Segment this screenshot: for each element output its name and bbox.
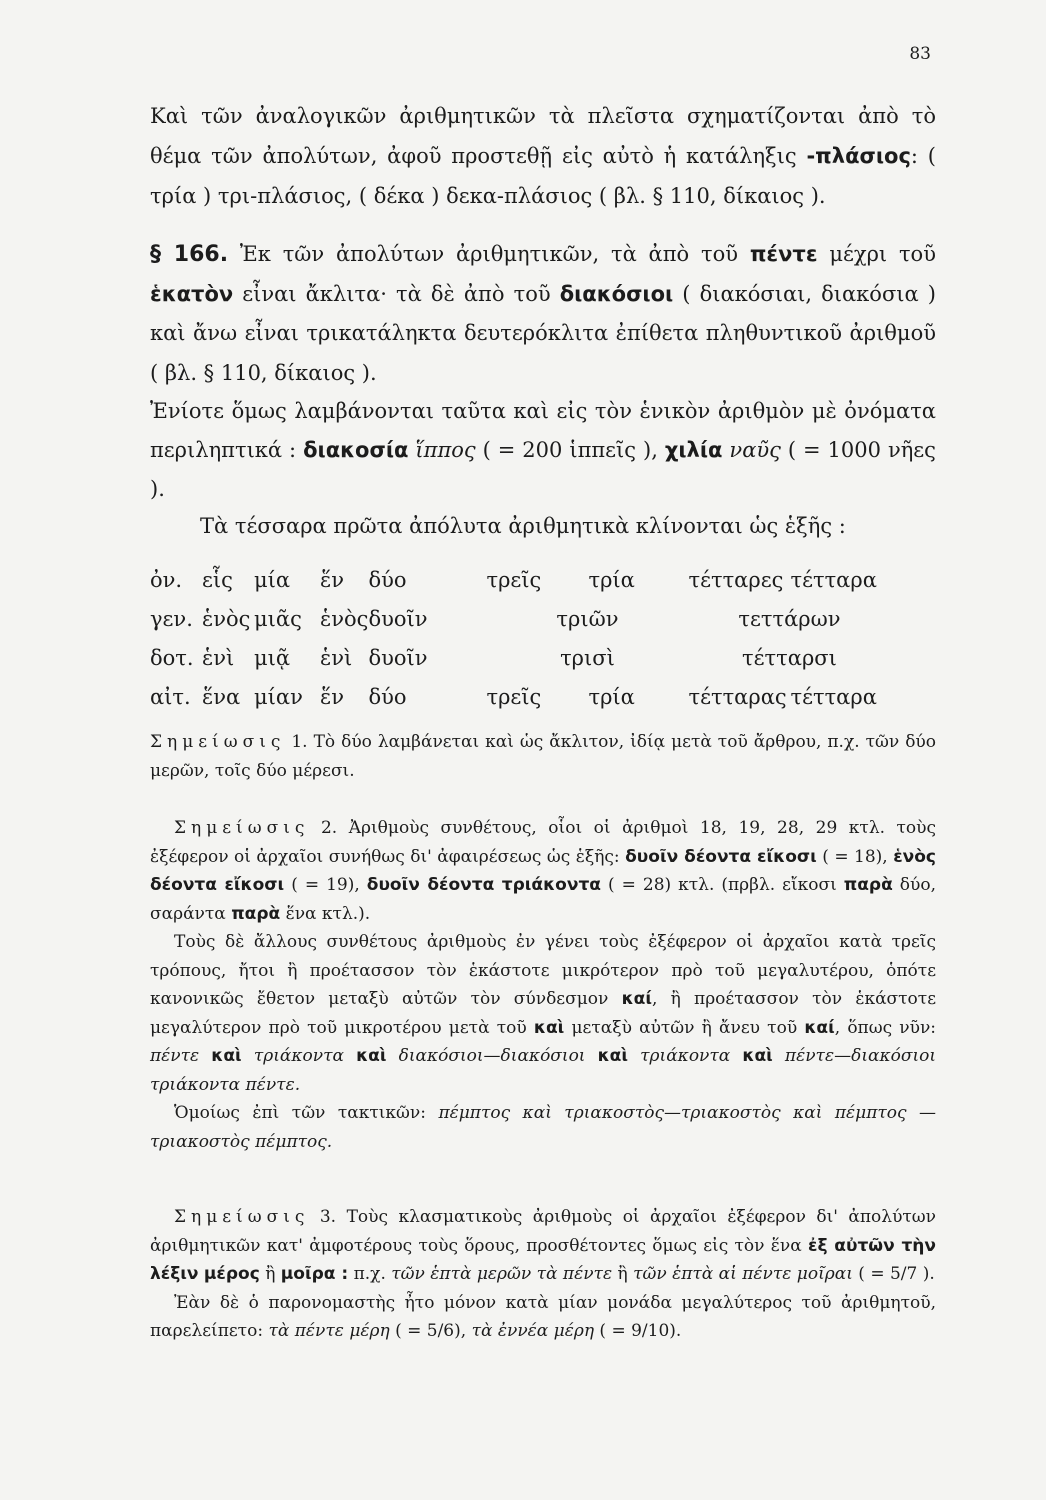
italic-term: τριάκοντα: [640, 1046, 731, 1066]
bold-term: δυοῖν δέοντα τριάκοντα: [366, 875, 601, 895]
bold-term: ἑνὸς δέοντα εἴκοσι: [150, 846, 936, 895]
table-cell: τέτταρα: [790, 567, 877, 592]
text: ( = 1000 νῆες ).: [150, 438, 936, 501]
paragraph-declension-intro: Τὰ τέσσαρα πρῶτα ἀπόλυτα ἀριθμητικὰ κλίνονται ὡς ἑξῆς :: [200, 514, 846, 538]
note-2-para-3: [150, 1099, 936, 1156]
text: : ( τρία ) τρι-πλάσιος, ( δέκα ) δεκα-πλάσιος ( βλ. § 110, δίκαιος ).: [150, 144, 937, 208]
note-label: Σημείωσις: [150, 732, 286, 752]
text: Τοὺς κλασματικοὺς ἀριθμοὺς οἱ ἀρχαῖοι ἐξέφερον δι' ἀπολύτων ἀριθμητικῶν κατ' ἀμφοτέρους τοὺς ὅρους, προσθέτοντες ὅμως εἰς τὸν ἕνα: [150, 1207, 937, 1256]
italic-term: τῶν ἑπτὰ μερῶν τὰ πέντε: [391, 1264, 613, 1284]
note-label: Σημείωσις: [174, 818, 310, 838]
table-row: [150, 638, 890, 677]
table-cell: ἑνὶ: [320, 645, 353, 670]
table-cell: τέτταρες: [688, 567, 784, 592]
table-cell: δύο: [368, 684, 407, 709]
text: Ἐνίοτε ὅμως λαμβάνονται ταῦτα καὶ εἰς τὸν ἑνικὸν ἀριθμὸν μὲ ὀνόματα περιληπτικά :: [150, 399, 936, 462]
bold-term: καὶ: [597, 1046, 628, 1066]
table-cell: τέτταρσι: [742, 645, 837, 670]
text: ( = 19),: [291, 875, 360, 895]
text: Τὸ δύο λαμβάνεται καὶ ὡς ἄκλιτον, ἰδίᾳ μετὰ τοῦ ἄρθρου, π.χ. τῶν δύο μερῶν, τοῖς δύο μέρεσι.: [150, 732, 936, 781]
text: μεταξὺ αὐτῶν ἢ ἄνευ τοῦ: [571, 1017, 798, 1038]
bold-term: μέρος: [203, 1264, 260, 1284]
bold-term: -πλάσιος: [806, 144, 911, 168]
note-3: [150, 1203, 936, 1346]
text: Ἐὰν δὲ ὁ παρονομαστὴς ἦτο μόνον κατὰ μίαν μονάδα μεγαλύτερος τοῦ ἀριθμητοῦ, παρελείπετο:: [150, 1292, 936, 1341]
text: ( = 18),: [822, 846, 888, 867]
paragraph-analogical: [150, 96, 936, 216]
table-cell: ἑνὸς: [320, 606, 369, 631]
table-cell: μία: [254, 567, 291, 592]
bold-term: παρὰ: [231, 903, 281, 924]
case-label: δοτ.: [150, 645, 194, 670]
text: ἢ: [265, 1264, 276, 1284]
note-number: 3.: [319, 1207, 337, 1227]
text: Τοὺς δὲ ἄλλους συνθέτους ἀριθμοὺς ἐν γένει τοὺς ἐξέφερον οἱ ἀρχαῖοι κατὰ τρεῖς τρόπους, ἤτοι ἢ προέτασσον τὸν ἑκάστοτε μικρότερον πρὸ τοῦ μεγαλυτέρου, ὁπότε κανονικῶς ἔθετον μεταξὺ αὐτῶν τὸν σύνδεσμον: [150, 932, 936, 1009]
bold-term: διακοσία: [303, 438, 409, 462]
table-cell: δύο: [368, 567, 407, 592]
case-label: γεν.: [150, 606, 193, 631]
italic-term: ναῦς: [729, 438, 781, 462]
table-cell: τριῶν: [556, 606, 619, 631]
case-label: αἰτ.: [150, 684, 191, 709]
italic-term: ἵππος: [415, 438, 476, 462]
note-3-para-1: [150, 1203, 936, 1289]
text: εἶναι ἄκλιτα· τὰ δὲ ἀπὸ τοῦ: [242, 281, 551, 306]
text: π.χ.: [353, 1264, 386, 1284]
table-cell: μίαν: [254, 684, 303, 709]
table-row: [150, 599, 890, 638]
italic-term: διακόσιοι—διακόσιοι: [398, 1046, 586, 1066]
bold-term: δυοῖν δέοντα εἴκοσι: [625, 846, 817, 867]
text: ( = 28) κτλ. (πρβλ. εἴκοσι: [607, 875, 837, 895]
bold-term: πέντε: [749, 242, 818, 266]
note-1: [150, 728, 936, 785]
note-number: 2.: [320, 818, 338, 838]
text: ( = 5/6),: [395, 1321, 467, 1341]
text: Ἐκ τῶν ἀπολύτων ἀριθμητικῶν, τὰ ἀπὸ τοῦ: [239, 242, 739, 266]
table-cell: ἕν: [320, 567, 345, 592]
table-cell: τρία: [588, 684, 635, 709]
note-2-para-1: [150, 814, 936, 928]
bold-term: καὶ: [356, 1046, 387, 1066]
section-number: § 166.: [150, 242, 229, 267]
text: , ὅπως νῦν:: [834, 1017, 937, 1038]
text: δύο, σαράντα: [150, 875, 937, 924]
text: ( = 200 ἱππεῖς ),: [482, 438, 658, 462]
table-cell: τέτταρα: [790, 684, 877, 709]
text: ( = 9/10).: [599, 1321, 682, 1341]
text: Ἀριθμοὺς συνθέτους, οἷοι οἱ ἀριθμοὶ 18, 19, 28, 29 κτλ. τοὺς ἐξέφερον οἱ ἀρχαῖοι συνήθως δι' ἀφαιρέσεως ὡς ἑξῆς:: [150, 818, 937, 867]
note-label: Σημείωσις: [174, 1207, 310, 1227]
table-cell: εἷς: [202, 567, 233, 592]
case-label: ὀν.: [150, 567, 183, 592]
table-cell: ἕν: [320, 684, 345, 709]
paragraph-section-166: [150, 235, 936, 393]
bold-term: καί: [621, 989, 652, 1009]
table-cell: ἕνα: [202, 684, 241, 709]
table-row: [150, 560, 890, 599]
note-3-para-2: [150, 1289, 936, 1346]
table-cell: μιᾷ: [254, 645, 291, 670]
note-2: [150, 814, 936, 1156]
declension-table: [150, 560, 890, 716]
table-cell: τεττάρων: [738, 606, 841, 631]
italic-term: πέντε: [150, 1046, 200, 1066]
bold-term: ἑκατὸν: [150, 281, 234, 306]
italic-term: πέμπτος καὶ τριακοστὸς—τριακοστὸς καὶ πέμπτος — τριακοστὸς πέμπτος.: [150, 1103, 936, 1152]
table-row: [150, 677, 890, 716]
bold-term: καὶ: [211, 1046, 242, 1066]
text: ( = 5/7 ).: [858, 1264, 935, 1284]
text: ἢ: [617, 1264, 628, 1284]
table-cell: δυοῖν: [368, 645, 428, 670]
bold-term: καί: [804, 1017, 835, 1038]
table-cell: τρία: [588, 567, 635, 592]
note-2-para-2: [150, 928, 936, 1099]
table-cell: τρεῖς: [486, 567, 542, 592]
bold-term: διακόσιοι: [559, 281, 674, 306]
table-cell: τρισὶ: [560, 645, 615, 670]
table-cell: μιᾶς: [254, 606, 302, 631]
text: , ἢ προέτασσον τὸν ἑκάστοτε μεγαλύτερον πρὸ τοῦ μικροτέρου μετὰ τοῦ: [150, 989, 937, 1038]
table-cell: τρεῖς: [486, 684, 542, 709]
paragraph-collective: [150, 392, 936, 509]
italic-term: τὰ ἐννέα μέρη: [471, 1321, 595, 1341]
bold-term: καὶ: [742, 1046, 773, 1066]
text: Καὶ τῶν ἀναλογικῶν ἀριθμητικῶν τὰ πλεῖστα σχηματίζονται ἀπὸ τὸ θέμα τῶν ἀπολύτων, ἀφοῦ προστεθῇ εἰς αὐτὸ ἡ κατάληξις: [150, 104, 936, 168]
text: ( διακόσιαι, διακόσια ) καὶ ἄνω εἶναι τρικατάληκτα δευτερόκλιτα ἐπίθετα πληθυντικοῦ ἀριθμοῦ ( βλ. § 110, δίκαιος ).: [150, 281, 936, 385]
italic-term: τῶν ἑπτὰ αἱ πέντε μοῖραι: [633, 1264, 853, 1284]
bold-term: ἐξ αὐτῶν τὴν λέξιν: [150, 1235, 936, 1284]
text: ἕνα κτλ.).: [285, 903, 371, 924]
italic-term: τὰ πέντε μέρη: [268, 1321, 390, 1341]
table-cell: δυοῖν: [368, 606, 428, 631]
italic-term: τριάκοντα: [253, 1046, 344, 1066]
text: Ὁμοίως ἐπὶ τῶν τακτικῶν:: [174, 1103, 426, 1123]
table-cell: ἑνὶ: [202, 645, 235, 670]
text: μέχρι τοῦ: [829, 242, 936, 266]
table-cell: ἑνὸς: [202, 606, 251, 631]
bold-term: παρὰ: [843, 875, 893, 895]
table-cell: τέτταρας: [688, 684, 787, 709]
note-number: 1.: [291, 732, 308, 752]
italic-term: πέντε—διακόσιοι τριάκοντα πέντε.: [150, 1046, 937, 1095]
bold-term: χιλία: [664, 438, 723, 462]
page-number: 83: [909, 44, 931, 64]
bold-term: καὶ: [533, 1017, 565, 1038]
bold-term: μοῖρα :: [280, 1264, 349, 1284]
